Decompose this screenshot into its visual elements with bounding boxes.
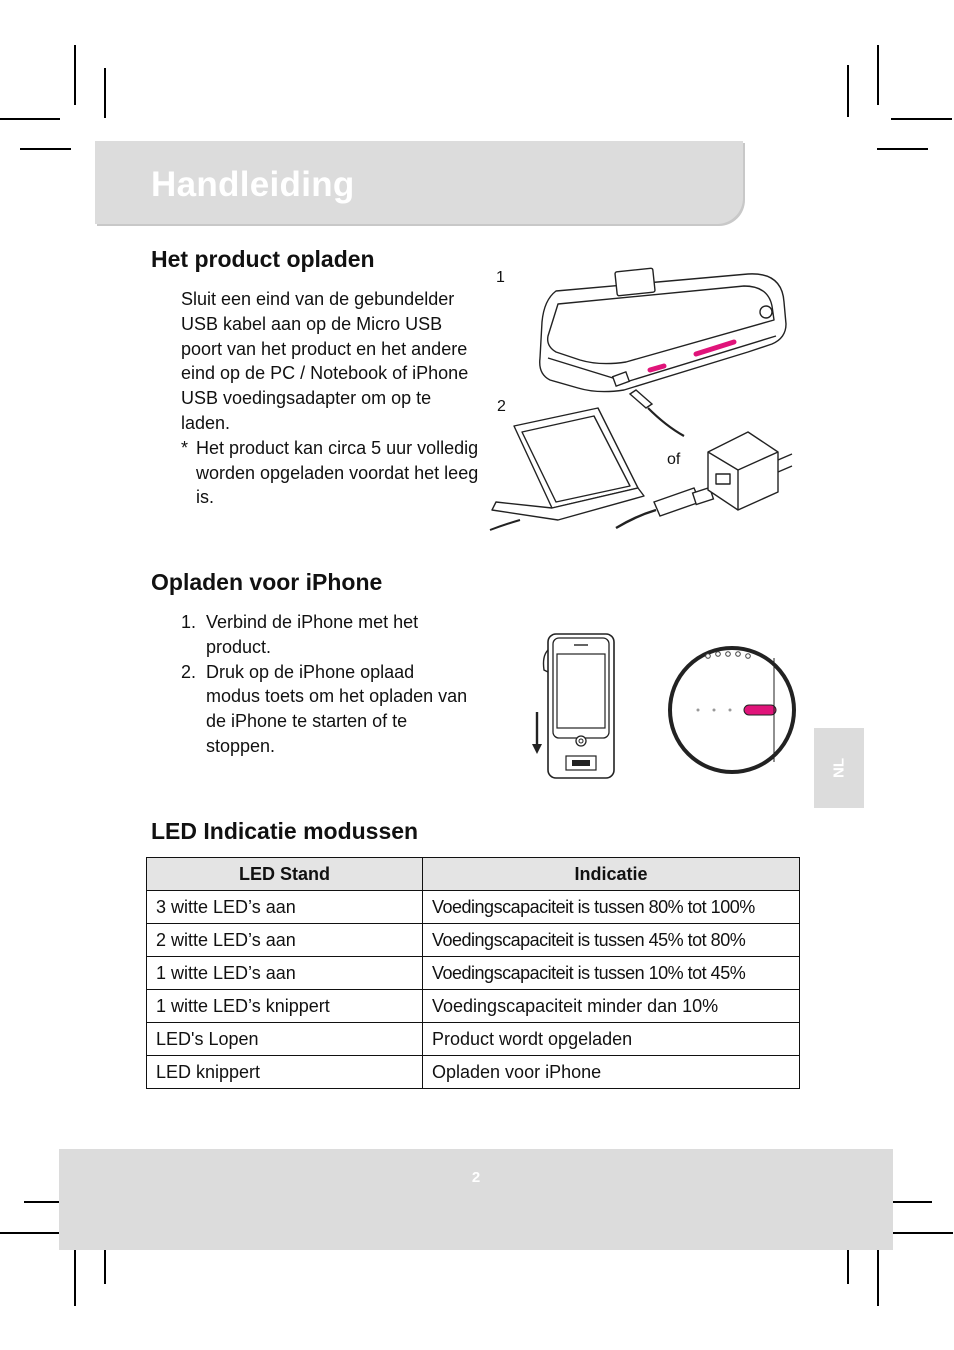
charging-note (181, 436, 481, 510)
charging-illustration (486, 266, 806, 536)
indication-cell: Opladen voor iPhone (423, 1056, 800, 1089)
section-title-led: LED Indicatie modussen (151, 818, 419, 844)
crop-mark (0, 1232, 60, 1234)
led-state-cell: 2 witte LED’s aan (147, 924, 423, 957)
crop-mark (891, 118, 952, 120)
led-state-cell: 1 witte LED’s aan (147, 957, 423, 990)
crop-mark (877, 148, 928, 150)
figure-label-step-1: 1 (496, 269, 505, 286)
home-button-icon (576, 736, 586, 746)
battery-case-hole (760, 306, 772, 318)
crop-mark (893, 1232, 953, 1234)
usb-power-adapter (708, 432, 778, 510)
led-state-cell: 3 witte LED’s aan (147, 891, 423, 924)
header-band (95, 141, 743, 224)
indication-cell: Voedingscapaciteit is tussen 80% tot 100% (423, 891, 800, 924)
table-row (147, 1056, 800, 1089)
crop-mark (847, 65, 849, 117)
indication-cell: Product wordt opgeladen (423, 1023, 800, 1056)
list-item: 2. Druk op de iPhone oplaad modus toets om het opladen van de iPhone te starten of te stoppen. (181, 661, 468, 756)
note-text: Het product kan circa 5 uur volledig worden opgeladen voordat het leeg is. (196, 437, 479, 508)
crop-mark (74, 45, 76, 105)
crop-mark (877, 1246, 879, 1306)
iphone-in-case-illustration (528, 630, 622, 782)
usb-power-adapter-port (716, 474, 730, 484)
crop-mark (877, 45, 879, 105)
led-state-cell: LED knippert (147, 1056, 423, 1089)
column-header-led-state: LED Stand (147, 858, 423, 891)
language-tab-label: NL (830, 758, 848, 778)
footer-band (59, 1149, 893, 1250)
micro-usb-cable (648, 408, 684, 436)
section-title-iphone: Opladen voor iPhone (151, 569, 383, 595)
table-row (147, 1023, 800, 1056)
page-title: Handleiding (151, 165, 355, 204)
usb-cable (616, 510, 656, 528)
crop-mark (74, 1246, 76, 1306)
section-title-charging: Het product opladen (151, 246, 375, 272)
led-closeup-illustration (664, 642, 800, 778)
laptop-cable (490, 520, 520, 530)
usb-power-adapter-prongs (778, 454, 792, 472)
led-indication-table (146, 857, 800, 1089)
magenta-power-button (744, 705, 776, 715)
table-row (147, 990, 800, 1023)
language-tab (814, 728, 864, 808)
led-state-cell: LED's Lopen (147, 1023, 423, 1056)
charging-paragraph: Sluit een eind van de gebundelder USB kabel aan op de Micro USB poort van het product en het andere eind op de PC / Notebook of iPhone USB voedingsadapter om op te laden. (181, 289, 469, 433)
note-marker: * (181, 437, 189, 458)
table-header-row (147, 858, 800, 891)
battery-case-bracket (615, 268, 655, 296)
crop-mark (104, 68, 106, 118)
indication-cell: Voedingscapaciteit is tussen 10% tot 45% (423, 957, 800, 990)
list-item: 1. Verbind de iPhone met het product. (181, 612, 419, 657)
indication-cell: Voedingscapaciteit minder dan 10% (423, 990, 800, 1023)
led-state-cell: 1 witte LED’s knippert (147, 990, 423, 1023)
iphone-screen (557, 654, 605, 728)
figure-label-or: of (667, 451, 681, 468)
iphone-steps (181, 610, 471, 759)
micro-usb-plug (630, 390, 652, 408)
table-row (147, 957, 800, 990)
column-header-indication: Indicatie (423, 858, 800, 891)
indication-cell: Voedingscapaciteit is tussen 45% tot 80% (423, 924, 800, 957)
table-row (147, 891, 800, 924)
page-number: 2 (471, 1169, 481, 1186)
table-row (147, 924, 800, 957)
charging-instructions (181, 287, 481, 510)
case-bottom-port-slot (572, 760, 590, 766)
figure-label-step-2: 2 (497, 398, 506, 415)
crop-mark (20, 148, 71, 150)
crop-mark (0, 118, 60, 120)
